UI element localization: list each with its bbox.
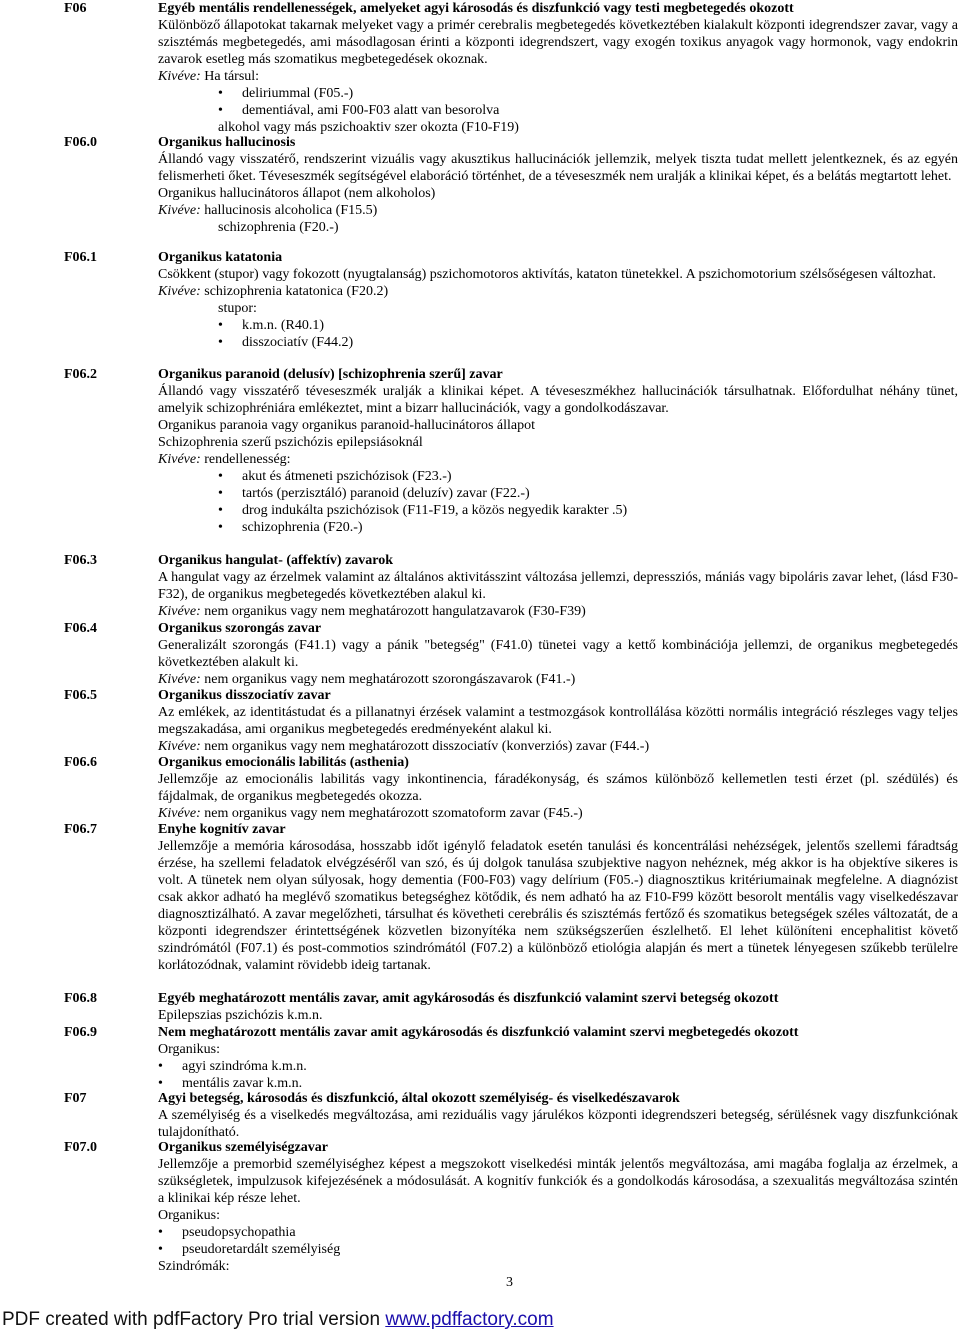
exclusion-label: Kivéve: (158, 69, 201, 84)
section-content (158, 1139, 958, 1275)
exclusion-label: Kivéve: (158, 452, 201, 467)
section-paragraph: Állandó vagy visszatérő, rendszerint vizuális vagy akusztikus hallucinációk jellemzik, melyek tiszta tudat mellett jelentkeznek, és az egyén felismerheti őket. Téveseszmék segítségével elaboráció történhet, de a téveseszmék nem uralják a klinikai képet, és a belátás megtartott lehet. (158, 152, 958, 184)
list-item: • pseudopsychopathia (158, 1224, 958, 1241)
bullet-list (158, 468, 958, 536)
section-paragraph: alkohol vagy más pszichoaktiv szer okozta (F10-F19) (218, 120, 519, 135)
section-code: F06.5 (64, 688, 98, 703)
exclusion-label: Kivéve: (158, 672, 201, 687)
section-code: F06.0 (64, 135, 98, 150)
section-content (158, 552, 958, 620)
section-content (158, 134, 958, 236)
section-content (158, 1024, 958, 1092)
list-item: • agyi szindróma k.m.n. (158, 1058, 958, 1075)
section-title: Organikus személyiségzavar (158, 1140, 328, 1155)
section-paragraph: Jellemzője az emocionális labilitás vagy inkontinencia, fáradékonyság, és számos különböző kellemetlen testi érzet (pl. szédülés) és fájdalmak, de organikus megbetegedés okozza. (158, 772, 958, 804)
section-title: Organikus emocionális labilitás (asthenia) (158, 755, 409, 770)
exclusion-text: nem organikus vagy nem meghatározott szorongászavarok (F41.-) (204, 672, 576, 687)
section-content (158, 754, 958, 822)
section-paragraph: Organikus hallucinátoros állapot (nem alkoholos) (158, 186, 436, 201)
section-paragraph: Szindrómák: (158, 1259, 230, 1274)
list-item: • k.m.n. (R40.1) (158, 317, 958, 334)
section-code: F06.7 (64, 822, 98, 837)
exclusion-text: nem organikus vagy nem meghatározott szomatoform zavar (F45.-) (204, 806, 583, 821)
section-code: F06.8 (64, 991, 98, 1006)
list-item: • disszociatív (F44.2) (158, 334, 958, 351)
exclusion-line (158, 738, 958, 755)
section-content (158, 620, 958, 688)
section-content (158, 990, 958, 1024)
section-paragraph: Organikus: (158, 1042, 220, 1057)
section-paragraph: A személyiség és a viselkedés megváltozása, ami reziduális vagy járulékos központi idegrendszeri betegség, sérülésnek vagy diszfunkciónak tulajdonítható. (158, 1108, 958, 1140)
section-paragraph: Organikus: (158, 1208, 220, 1223)
exclusion-line (158, 283, 958, 300)
section-content (158, 0, 958, 136)
section-title: Organikus hallucinosis (158, 135, 296, 150)
section-code: F06.1 (64, 250, 98, 265)
section-content (158, 1090, 958, 1141)
exclusion-text: schizophrenia katatonica (F20.2) (204, 284, 389, 299)
section-paragraph: Különböző állapotokat takarnak melyeket vagy a primér cerebralis megbetegedés következtében kialakult központi idegrendszer zavar, vagy a szisztémás megbetegedés, ami másodlagosan érinti a központi idegrendszert, vagy exogén toxikus anyagok vagy hormonok, vagy endokrin zavarok esetleg más szomatikus megbetegedések okoznak. (158, 18, 958, 67)
exclusion-label: Kivéve: (158, 284, 201, 299)
exclusion-text: rendellenesség: (204, 452, 291, 467)
section-paragraph: A hangulat vagy az érzelmek valamint az általános aktivitásszint változása jellemzi, depressziós, mániás vagy bipoláris zavar lehet, (lásd F30-F32), de organikus megbetegedés következtében alakul ki. (158, 570, 958, 602)
list-item: • deliriummal (F05.-) (158, 85, 958, 102)
section-paragraph: Schizophrenia szerű pszichózis epilepsiásoknál (158, 435, 423, 450)
exclusion-line (158, 451, 958, 468)
section-title: Organikus szorongás zavar (158, 621, 322, 636)
bullet-list (158, 1224, 958, 1258)
section-title: Enyhe kognitív zavar (158, 822, 286, 837)
section-title: Organikus hangulat- (affektív) zavarok (158, 553, 394, 568)
list-item: • mentális zavar k.m.n. (158, 1075, 958, 1092)
section-paragraph: Jellemzője a memória károsodása, hosszabb időt igénylő feladatok esetén tanulási és koncentrálási nehézségek, jelentős szellemi fáradtság érzése, ha szellemi feladatok elvégzéséről van szó, és új dolgok tanulása szubjektive nagyon nehéznek, még akkor is ha objektíve sikeres is volt. A tünetek nem olyan súlyosak, hogy dementia (F00-F03) vagy delírium (F05.-) diagnosztikus kritériumainak megfelelne. A diagnózist csak akkor adható ha meglévő szomatikus betegséghez kötődik, és nem adható ha az F10-F99 között besorolt mentális vagy viselkedészavar diagnosztizálható. A zavar megelőzheti, társulhat és követheti cerebrális és szisztémás fertőző és szomatikus betegségek széles változatát, de a központi idegrendszer érintettségének közvetlen bizonyítéka nem szükségszerűen észlelhető. El lehet különíteni encephalitist követő szindrómától (F07.1) és post-commotios szindrómától (F07.2) a különböző etiológia alapján és mert a tünetek lényegesen szűkebb terülelre korlátozódnak, valamint rövidebb ideig tartanak. (158, 839, 958, 973)
section-content (158, 366, 958, 536)
list-item: • tartós (perzisztáló) paranoid (deluzív) zavar (F22.-) (158, 485, 958, 502)
footer-text: PDF created with pdfFactory Pro trial version (2, 1309, 386, 1330)
exclusion-label: Kivéve: (158, 203, 201, 218)
section-code: F06 (64, 1, 87, 16)
section-paragraph: Az emlékek, az identitástudat és a pillanatnyi érzések valamint a testmozgások kontrollálása közötti normális integráció részleges vagy teljes megszakadása, ami organikus megbetegedés eredményeként alakul ki. (158, 705, 958, 737)
section-code: F06.9 (64, 1025, 98, 1040)
section-title: Agyi betegség, károsodás és diszfunkció, által okozott személyiség- és viselkedészavarok (158, 1091, 680, 1106)
section-code: F06.3 (64, 553, 98, 568)
section-title: Nem meghatározott mentális zavar amit agykárosodás és diszfunkció valamint szervi megbetegedés okozott (158, 1025, 799, 1040)
exclusion-line (158, 202, 958, 219)
list-item: • drog indukálta pszichózisok (F11-F19, a közös negyedik karakter .5) (158, 502, 958, 519)
section-paragraph: Generalizált szorongás (F41.1) vagy a pánik "betegség" (F41.0) tünetei vagy a kettő kombinációja jellemzi, de organikus megbetegedés következtében alakult ki. (158, 638, 958, 670)
section-paragraph: schizophrenia (F20.-) (218, 220, 339, 235)
section-title: Egyéb meghatározott mentális zavar, amit agykárosodás és diszfunkció valamint szervi betegség okozott (158, 991, 779, 1006)
list-item: • schizophrenia (F20.-) (158, 519, 958, 536)
page-number: 3 (506, 1275, 513, 1290)
section-content (158, 821, 958, 974)
footer-link[interactable]: www.pdffactory.com (385, 1309, 554, 1330)
section-content (158, 249, 958, 351)
exclusion-label: Kivéve: (158, 739, 201, 754)
exclusion-line (158, 68, 958, 85)
section-code: F06.2 (64, 367, 98, 382)
bullet-list (158, 1058, 958, 1092)
exclusion-text: nem organikus vagy nem meghatározott disszociatív (konverziós) zavar (F44.-) (204, 739, 650, 754)
exclusion-line (158, 805, 958, 822)
section-paragraph: Epilepszias pszichózis k.m.n. (158, 1008, 323, 1023)
section-code: F07 (64, 1091, 87, 1106)
section-title: Organikus paranoid (delusív) [schizophrenia szerű] zavar (158, 367, 503, 382)
list-item: • pseudoretardált személyiség (158, 1241, 958, 1258)
exclusion-text: nem organikus vagy nem meghatározott hangulatzavarok (F30-F39) (204, 604, 586, 619)
exclusion-text: Ha társul: (204, 69, 260, 84)
section-code: F06.4 (64, 621, 98, 636)
exclusion-text: hallucinosis alcoholica (F15.5) (204, 203, 378, 218)
section-paragraph: Állandó vagy visszatérő téveseszmék uralják a klinikai képet. A téveseszmékhez hallucinációk társulhatnak. Előfordulhat néhány tünet, amelyik schizophréniára emlékeztet, mint a bizarr hallucinációk, vagy a gondolkodászavar. (158, 384, 958, 416)
section-title: Egyéb mentális rendellenességek, amelyeket agyi károsodás és diszfunkció vagy testi megbetegedés okozott (158, 1, 794, 16)
bullet-list (158, 85, 958, 119)
exclusion-label: Kivéve: (158, 604, 201, 619)
section-content (158, 687, 958, 755)
section-title: Organikus katatonia (158, 250, 283, 265)
list-item: • dementiával, ami F00-F03 alatt van besorolva (158, 102, 958, 119)
list-item: • akut és átmeneti pszichózisok (F23.-) (158, 468, 958, 485)
section-title: Organikus disszociatív zavar (158, 688, 331, 703)
section-code: F06.6 (64, 755, 98, 770)
pdf-footer (2, 1309, 554, 1331)
exclusion-label: Kivéve: (158, 806, 201, 821)
section-code: F07.0 (64, 1140, 98, 1155)
section-paragraph: Jellemzője a premorbid személyiséghez képest a megszokott viselkedési minták jelentős megváltozása, ami magába foglalja az érzelmek, a szükségletek, impulzusok kifejezésének a módosulását. A kognitív funkciók és a gondolkodás károsodása, a szexualitás megváltozása szintén a klinikai kép része lehet. (158, 1157, 958, 1206)
section-paragraph: stupor: (218, 301, 257, 316)
section-paragraph: Organikus paranoia vagy organikus paranoid-hallucinátoros állapot (158, 418, 535, 433)
section-paragraph: Csökkent (stupor) vagy fokozott (nyugtalanság) pszichomotoros aktivítás, kataton tünetekkel. A pszichomotorium szélsőségesen változhat. (158, 267, 936, 282)
exclusion-line (158, 603, 958, 620)
exclusion-line (158, 671, 958, 688)
bullet-list (158, 317, 958, 351)
